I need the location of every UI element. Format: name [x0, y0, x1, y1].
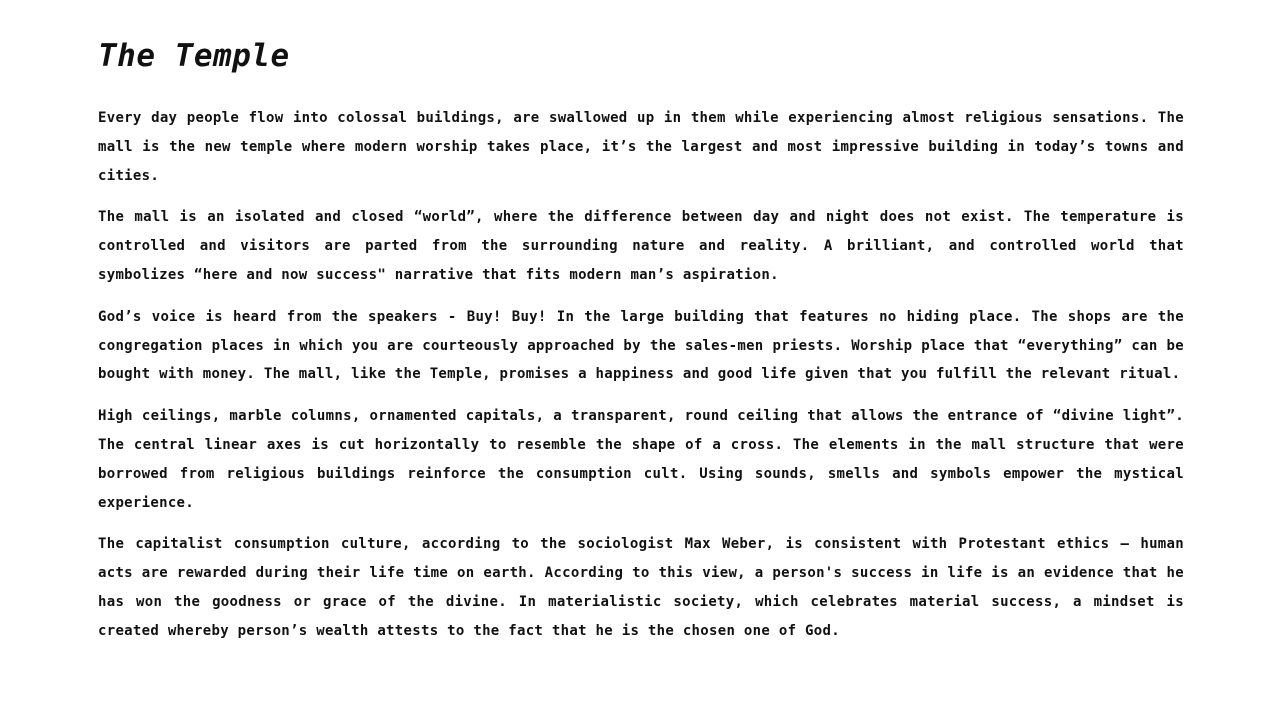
article	[98, 34, 1184, 659]
page-title: The Temple	[98, 38, 290, 74]
paragraph-closed-world: The mall is an isolated and closed “world”, where the difference between day and night does not exist. The temperature is controlled and visitors are parted from the surrounding nature and reality. A brilliant, and controlled world that symbolizes “here and now success" narrative that fits modern man’s aspiration.	[98, 209, 1184, 283]
paragraph-intro: Every day people flow into colossal buildings, are swallowed up in them while experiencing almost religious sensations. The mall is the new temple where modern worship takes place, it’s the largest and most impressive building in today’s towns and cities.	[98, 110, 1184, 184]
paragraph-capitalism: The capitalist consumption culture, according to the sociologist Max Weber, is consistent with Protestant ethics – human acts are rewarded during their life time on earth. According to this view, a person's success in life is an evidence that he has won the goodness or grace of the divine. In materialistic society, which celebrates material success, a mindset is created whereby person’s wealth attests to the fact that he is the chosen one of God.	[98, 536, 1184, 639]
paragraph-architecture: High ceilings, marble columns, ornamented capitals, a transparent, round ceiling that allows the entrance of “divine light”. The central linear axes is cut horizontally to resemble the shape of a cross. The elements in the mall structure that were borrowed from religious buildings reinforce the consumption cult. Using sounds, smells and symbols empower the mystical experience.	[98, 408, 1184, 511]
paragraph-gods-voice: God’s voice is heard from the speakers - Buy! Buy! In the large building that features no hiding place. The shops are the congregation places in which you are courteously approached by the sales-men priests. Worship place that “everything” can be bought with money. The mall, like the Temple, promises a happiness and good life given that you fulfill the relevant ritual.	[98, 308, 1184, 383]
